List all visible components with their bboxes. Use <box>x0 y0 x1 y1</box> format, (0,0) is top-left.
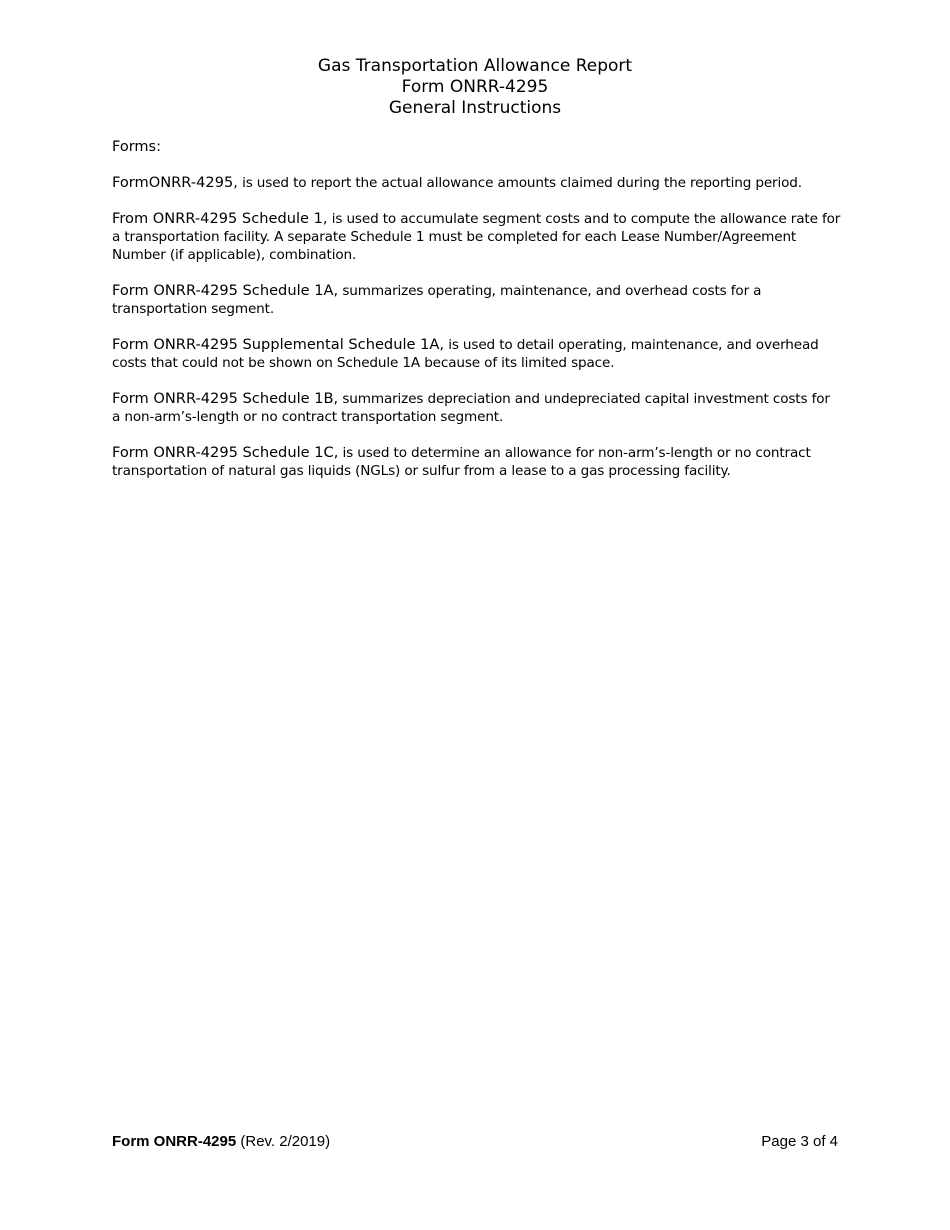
paragraph-schedule-1 <box>112 210 842 264</box>
footer-form-id <box>112 1133 330 1151</box>
paragraph-lead: Form ONRR-4295 Schedule 1B, <box>112 390 339 407</box>
forms-heading: Forms: <box>112 139 161 155</box>
footer-form-name: Form ONRR-4295 <box>112 1133 237 1150</box>
paragraph-lead: From ONRR-4295 Schedule 1, <box>112 210 328 227</box>
paragraph-schedule-1a <box>112 282 842 318</box>
paragraph-lead: Form ONRR-4295 Schedule 1A, <box>112 282 339 299</box>
paragraph-text: summarizes depreciation and undepreciated capital investment costs for a non-arm’s-length or no contract transportation segment. <box>112 391 830 425</box>
paragraph-lead: Form ONRR-4295 Schedule 1C, <box>112 444 339 461</box>
title-line-3: General Instructions <box>388 98 562 118</box>
paragraph-text: is used to report the actual allowance amounts claimed during the reporting period. <box>237 175 802 191</box>
paragraph-lead: Form ONRR-4295 Supplemental Schedule 1A, <box>112 336 445 353</box>
title-line-2: Form ONRR-4295 <box>401 77 549 97</box>
paragraph-text: is used to detail operating, maintenance, and overhead costs that could not be shown on Schedule 1A because of its limited space. <box>112 337 819 371</box>
title-line-1: Gas Transportation Allowance Report <box>317 56 633 76</box>
page-number: Page 3 of 4 <box>761 1133 838 1150</box>
paragraph-lead: FormONRR-4295, <box>112 174 238 191</box>
document-title <box>0 56 950 119</box>
paragraph-form <box>112 174 842 192</box>
paragraph-text: is used to determine an allowance for non-arm’s-length or no contract transportation of natural gas liquids (NGLs) or sulfur from a lease to a gas processing facility. <box>112 445 811 479</box>
paragraph-text: summarizes operating, maintenance, and overhead costs for a transportation segment. <box>112 283 762 317</box>
footer-revision: (Rev. 2/2019) <box>236 1133 331 1150</box>
paragraph-supplemental-schedule-1a <box>112 336 842 372</box>
paragraph-schedule-1c <box>112 444 842 480</box>
paragraph-text: is used to accumulate segment costs and to compute the allowance rate for a transportation facility. A separate Schedule 1 must be completed for each Lease Number/Agreement Number (if applicable), combination. <box>112 211 841 263</box>
paragraph-schedule-1b <box>112 390 842 426</box>
instructions-body <box>112 138 842 498</box>
